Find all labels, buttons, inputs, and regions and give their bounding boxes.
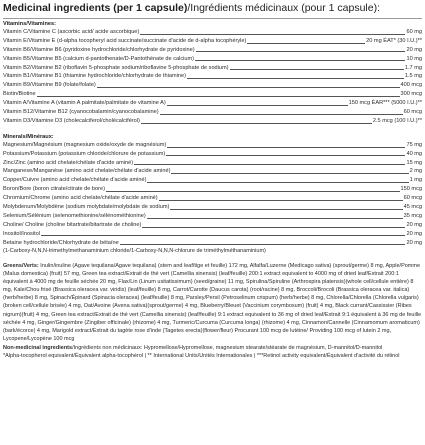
mineral-row: [3, 239, 422, 248]
vitamin-name: Vitamin B9/Vitamine B9 (folate/folate): [3, 82, 96, 89]
vitamin-name: Vitamin E/Vitamine E (d-alpha tocopheryl acid succinate/succinate d'acide de d-alpha tocophéryle): [3, 37, 247, 44]
mineral-name: Copper/Cuivre (amino acid chelate/chélate d'acide aminé): [3, 177, 147, 184]
mineral-amount: 1 mg: [409, 177, 422, 184]
vitamin-row: [3, 55, 422, 64]
dotted-leader: [3, 235, 422, 236]
betaine-note: (1-Carboxy-N,N,N-trimethylmethanaminium chloride/1-Carboxy-N,N,N-chlorure de triméthylméthanaminium): [3, 248, 266, 255]
vitamins-heading: Vitamins/Vitamines:: [3, 21, 56, 27]
mineral-name: Selenium/Sélénium (selenomethionine/sélénométhionine): [3, 212, 146, 219]
mineral-name: Inositol/Inositol: [3, 230, 41, 237]
mineral-row: [3, 185, 422, 194]
title-fr: /Ingrédients médicinaux (pour 1 capsule):: [187, 2, 380, 14]
mineral-amount: 45 mcg: [403, 204, 422, 211]
mineral-row: [3, 159, 422, 168]
vitamin-name: Vitamin B1/Vitamine B1 (thiamine hydrochloride/chlorhydrate de thiamine): [3, 73, 186, 80]
vitamin-row: [3, 99, 422, 108]
vitamin-row: [3, 37, 422, 46]
mineral-name: Chromium/Chrome (amino acid chelate/chélate d'acide aminé): [3, 195, 158, 202]
minerals-heading: Minerals/Minéraux:: [3, 133, 54, 140]
vitamin-row: [3, 72, 422, 81]
vitamin-amount: 20 mg ÉAT* (30 I.U.)**: [366, 37, 422, 44]
vitamin-amount: 300 mcg: [400, 91, 422, 98]
mineral-row: [3, 221, 422, 230]
vitamin-row: [3, 81, 422, 90]
page-title: [3, 2, 422, 15]
vitamin-amount: 10 mg: [406, 55, 422, 62]
mineral-name: Betaine hydrochloride/Chlorhydrate de bétaïne: [3, 239, 119, 246]
dotted-leader: [3, 96, 422, 97]
vitamin-amount: 60 mg: [406, 29, 422, 35]
mineral-amount: 150 mcg: [400, 186, 422, 193]
mineral-amount: 2 mg: [409, 168, 422, 175]
vitamin-name: Vitamin D3/Vitamine D3 (cholecalciferol/cholécalciférol): [3, 117, 140, 124]
mineral-amount: 60 mcg: [403, 195, 422, 202]
mineral-row: [3, 167, 422, 176]
vitamin-amount: 20 mg: [406, 46, 422, 53]
mineral-row: [3, 141, 422, 150]
mineral-amount: 20 mg: [406, 230, 422, 237]
non-medicinal-heading: Non-medicinal ingredients: [3, 344, 73, 351]
mineral-name: Choline/ Choline (choline bitartrate/bitartrate de choline): [3, 221, 142, 228]
vitamin-amount: 400 mcg: [400, 82, 422, 89]
mineral-row: [3, 212, 422, 221]
mineral-name: Boron/Bore (boron citrate/citrate de bore): [3, 186, 105, 193]
vitamin-amount: 2.5 mcg (100 I.U.)**: [372, 117, 422, 124]
mineral-name: Manganese/Manganèse (amino acid chelate/chélate d'acide aminé): [3, 168, 171, 175]
vitamin-row: [3, 46, 422, 55]
vitamins-list: [3, 28, 422, 126]
mineral-amount: 20 mg: [406, 221, 422, 228]
greens-heading: Greens/Verts:: [3, 262, 39, 269]
vitamin-name: Biotin/Biotine: [3, 91, 36, 98]
vitamin-amount: 1.7 mg: [404, 64, 422, 71]
mineral-amount: 35 mcg: [403, 212, 422, 219]
vitamin-amount: 1.5 mg: [404, 73, 422, 80]
mineral-row: [3, 150, 422, 159]
vitamin-name: Vitamin C/Vitamine C (ascorbic acid/ acide ascorbique): [3, 29, 140, 35]
vitamin-amount: 150 mcg ÉAR*** (5000 I.U.)**: [348, 100, 422, 107]
non-medicinal-paragraph: [3, 344, 422, 352]
title-en: Medicinal ingredients (per 1 capsule): [3, 2, 188, 14]
mineral-name: Zinc/Zinc (amino acid chelate/chélate d'acide aminé): [3, 159, 134, 166]
non-medicinal-text: /Ingrédients non médicinaux: Hypromellose/Hypromellose, magnesium stearate/stéarate de magnésium, D-mannitol/D-mannitol: [72, 344, 383, 351]
mineral-amount: 75 mg: [406, 141, 422, 148]
mineral-row: [3, 203, 422, 212]
mineral-amount: 20 mg: [406, 239, 422, 246]
vitamin-name: Vitamin B12/Vitamine B12 (cyanocobalamin/cyanocobalamine): [3, 109, 159, 116]
mineral-name: Magnesium/Magnésium (magnesium oxide/oxyde de magnésium): [3, 141, 167, 148]
mineral-row: [3, 230, 422, 239]
vitamin-row: [3, 117, 422, 126]
mineral-amount: 40 mg: [406, 150, 422, 157]
greens-paragraph: [3, 262, 422, 343]
mineral-amount: 15 mg: [406, 159, 422, 166]
mineral-row: [3, 176, 422, 185]
minerals-list: [3, 141, 422, 248]
mineral-name: Molybdenum/Molybdène (sodium molybdate/molybdate de sodium): [3, 204, 170, 211]
vitamin-amount: 60 mcg: [403, 109, 422, 116]
vitamin-name: Vitamin B2/Vitamine B2 (riboflavin 5-phosphate sodium/riboflavine 5-phosphate de sodium): [3, 64, 229, 71]
vitamin-row: [3, 28, 422, 37]
title-divider: [3, 18, 422, 19]
mineral-name: Potassium/Potassium (potassium chloride/chlorure de potassium): [3, 150, 166, 157]
vitamin-name: Vitamin B6/Vitamine B6 (pyridoxine hydrochloride/chlorhydrate de pyridoxine): [3, 46, 195, 53]
vitamin-row: [3, 108, 422, 117]
greens-text: Inulin/inuline (Agave tequilana/Agave tequilana) (stem and leaf/tige et feuille) 172 mg, Alfalfa/Luzerne (Medicago sativa) (sprout/germe) 8 mg, Apple/Pomme (Malus domestica) (fruit) 57 mg, Green tea extract/Extrait de thé vert (Camellia sinensis) (leaf/feuille) 200:1 extract equivalent to 4000 mg of dried leaf/Extrait 200:1 équivalent à 4000 mg de feuille séchée 20 mg, Flax/Lin (Linum usitatissimum) (seed/graine) 11 mg, Spirulina/Spiruline (Arthrospira platensis)(whole cell/cellule entière) 8 mg, Kale/Chou frisé (Brassica oleracea var. viridis) (leaf/feuille) 8 mg, Carrot/Carotte (Daucus carota) (root/racine) 8 mg, Broccoli/Brocoli (Brassica oleracea var. italica) (herb/herbe) 8 mg, Spinach/Épinard (Spinacia oleracea) (leaf/feuille) 8 mg, Parsley/Persil (Petroselinum crispum) (herb/herbe) 8 mg, Chlorella/Chlorella (Chlorella vulgaris) (broken cell/cellule brisée) 4 mg, Oat/Avoine (Avena sativa)(sprout/germe) 4 mg, Blueberry/Bleuet (Vaccinium corymbosum) (fruit) 4 mg, Black currant/Cassissier (Ribes nigrum)(fruit) 4 mg, Green tea extract/Extrait de thé vert (Camellia sinensis) (leaf/feuille) 9:1 extract equivalent to 36 mg of dried leaf/Extrait 9:1 équivalent à 36 mg de feuille séchée 4 mg, Ginger/Gingembre (Zingiber officinale) (rhizome) 4 mg, Turmeric/Curcuma (Curcuma longa) (rhizome) 4 mg, Cinnamon/Cannelle (Cinnamomum aromaticum) (bark/écorce) 4 mg, Marigold extract/Extrait du tagète rose d'inde (Tagetes erecta)(flower/fleur) Procurant 100 mcg de lutéine/ Providing 100 mcg of lutein 2 mg, Lycopene/Lycopène 100 mcg: [3, 262, 422, 342]
vitamin-row: [3, 64, 422, 73]
vitamin-row: [3, 90, 422, 99]
footnote: *Alpha-tocopherol equivalent/Équivalent alpha-tocophérol | ** International Units/Unités Internationales | ***Retinol activity equivalent/Équivalent d'activité du rétinol: [3, 353, 400, 360]
vitamin-name: Vitamin A/Vitamine A (vitamin A palmitate/palmitate de vitamine A): [3, 100, 166, 107]
vitamin-name: Vitamin B5/Vitamine B5 (calcium d-pantothenate/D-Pantothénate de calcium): [3, 55, 195, 62]
mineral-row: [3, 194, 422, 203]
